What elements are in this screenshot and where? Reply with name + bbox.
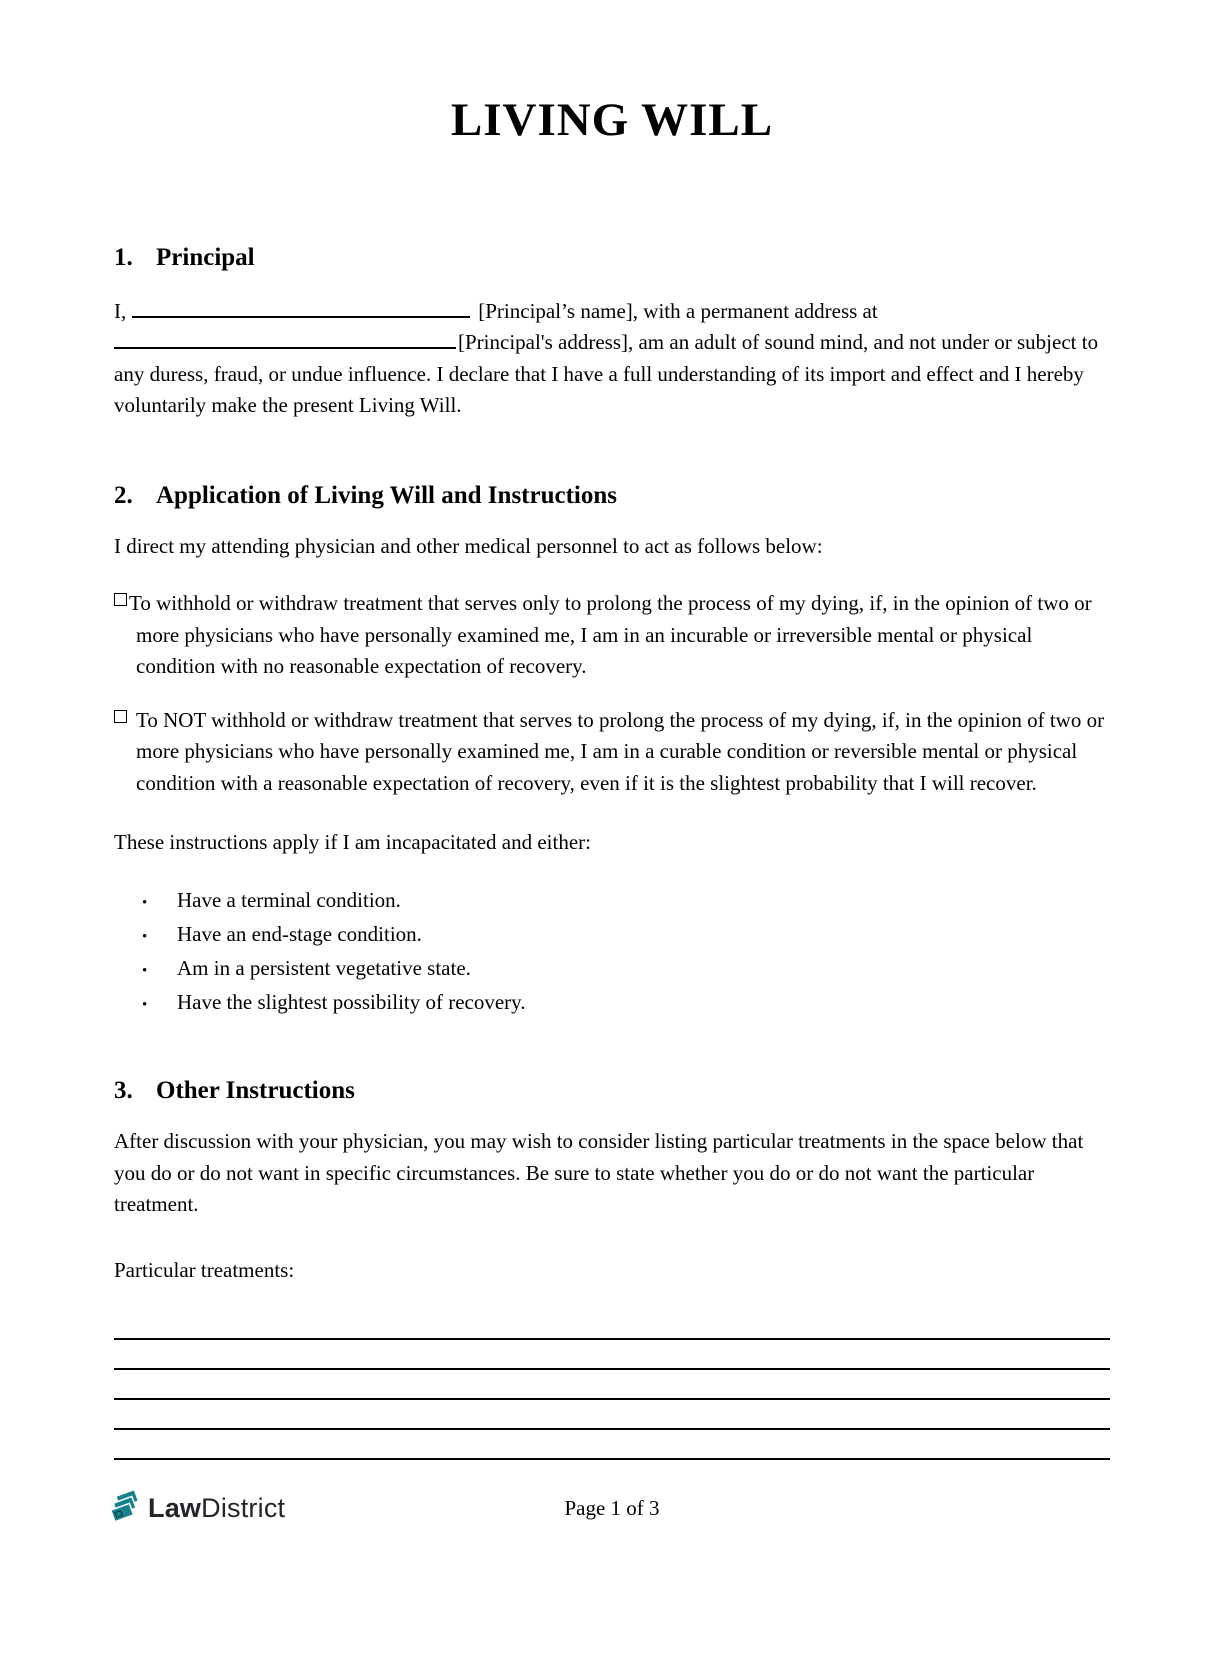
- principal-lead-text: I,: [114, 298, 127, 323]
- section-2-heading: [114, 480, 1110, 511]
- section-2-number: 2.: [114, 481, 133, 509]
- treatment-write-line[interactable]: [114, 1310, 1110, 1340]
- bullet-icon: •: [142, 894, 148, 911]
- condition-terminal: Have a terminal condition.: [177, 887, 401, 912]
- list-item: [114, 987, 1110, 1021]
- withhold-treatment-option: [114, 588, 1110, 683]
- condition-vegetative: Am in a persistent vegetative state.: [177, 955, 471, 980]
- brand-law: Law: [148, 1492, 202, 1523]
- page-footer: [114, 1488, 1110, 1534]
- instructions-intro: I direct my attending physician and other medical personnel to act as follows below:: [114, 533, 823, 558]
- bullet-icon: •: [142, 996, 148, 1013]
- section-1-title: Principal: [156, 244, 255, 272]
- section-3-number: 3.: [114, 1076, 133, 1104]
- section-1-heading: [114, 242, 1110, 273]
- not-withhold-treatment-option: [114, 705, 1110, 800]
- document-page: [0, 92, 1224, 1676]
- conditions-list: [114, 885, 1110, 1021]
- principal-name-line: [114, 296, 1110, 328]
- list-item: [114, 953, 1110, 987]
- section-1-number: 1.: [114, 244, 133, 272]
- bullet-icon: •: [142, 962, 148, 979]
- other-instructions-paragraph: After discussion with your physician, you may wish to consider listing particular treatments in the space below that you do or do not want in specific circumstances. Be sure to state whether you do or do not want the particular treatment.: [114, 1129, 1084, 1217]
- section-3-heading: [114, 1075, 1110, 1106]
- principal-address-label: [Principal's address], am an adult of sound mind, and not under or subject to any duress, fraud, or undue influence. I declare that I have a full understanding of its import and effect and I hereby voluntarily make the present Living Will.: [114, 330, 1099, 418]
- principal-name-label: [Principal’s name], with a permanent address at: [478, 298, 878, 323]
- principal-address-text: [114, 327, 1110, 422]
- bullet-icon: •: [142, 928, 148, 945]
- treatments-write-area: [114, 1310, 1110, 1460]
- page-indicator: Page 1 of 3: [564, 1496, 660, 1521]
- condition-recovery: Have the slightest possibility of recovery.: [177, 989, 526, 1014]
- principal-name-blank[interactable]: [132, 298, 470, 318]
- brand-district: District: [201, 1492, 286, 1523]
- principal-address-blank[interactable]: [114, 329, 456, 349]
- document-title: LIVING WILL: [450, 94, 774, 146]
- withhold-option-label: To withhold or withdraw treatment that serves only to prolong the process of my dying, if, in the opinion of two or more physicians who have personally examined me, I am in an incurable or irreversible mental or physical condition with no reasonable expectation of recovery.: [129, 591, 1092, 679]
- principal-paragraph: [114, 296, 1110, 422]
- particular-treatments-label: Particular treatments:: [114, 1257, 295, 1282]
- treatment-write-line[interactable]: [114, 1400, 1110, 1430]
- treatment-write-line[interactable]: [114, 1340, 1110, 1370]
- not-withhold-option-checkbox[interactable]: [114, 710, 127, 723]
- condition-end-stage: Have an end-stage condition.: [177, 921, 422, 946]
- conditions-intro: These instructions apply if I am incapacitated and either:: [114, 830, 591, 855]
- treatment-write-line[interactable]: [114, 1430, 1110, 1460]
- list-item: [114, 919, 1110, 953]
- section-2-title: Application of Living Will and Instructions: [156, 481, 617, 509]
- list-item: [114, 885, 1110, 919]
- section-3-title: Other Instructions: [156, 1076, 355, 1104]
- withhold-option-checkbox[interactable]: [114, 593, 127, 606]
- treatment-write-line[interactable]: [114, 1370, 1110, 1400]
- not-withhold-option-label: To NOT withhold or withdraw treatment that serves to prolong the process of my dying, if, in the opinion of two or more physicians who have personally examined me, I am in a curable condition or reversible mental or physical condition with a reasonable expectation of recovery, even if it is the slightest probability that I will recover.: [136, 707, 1105, 795]
